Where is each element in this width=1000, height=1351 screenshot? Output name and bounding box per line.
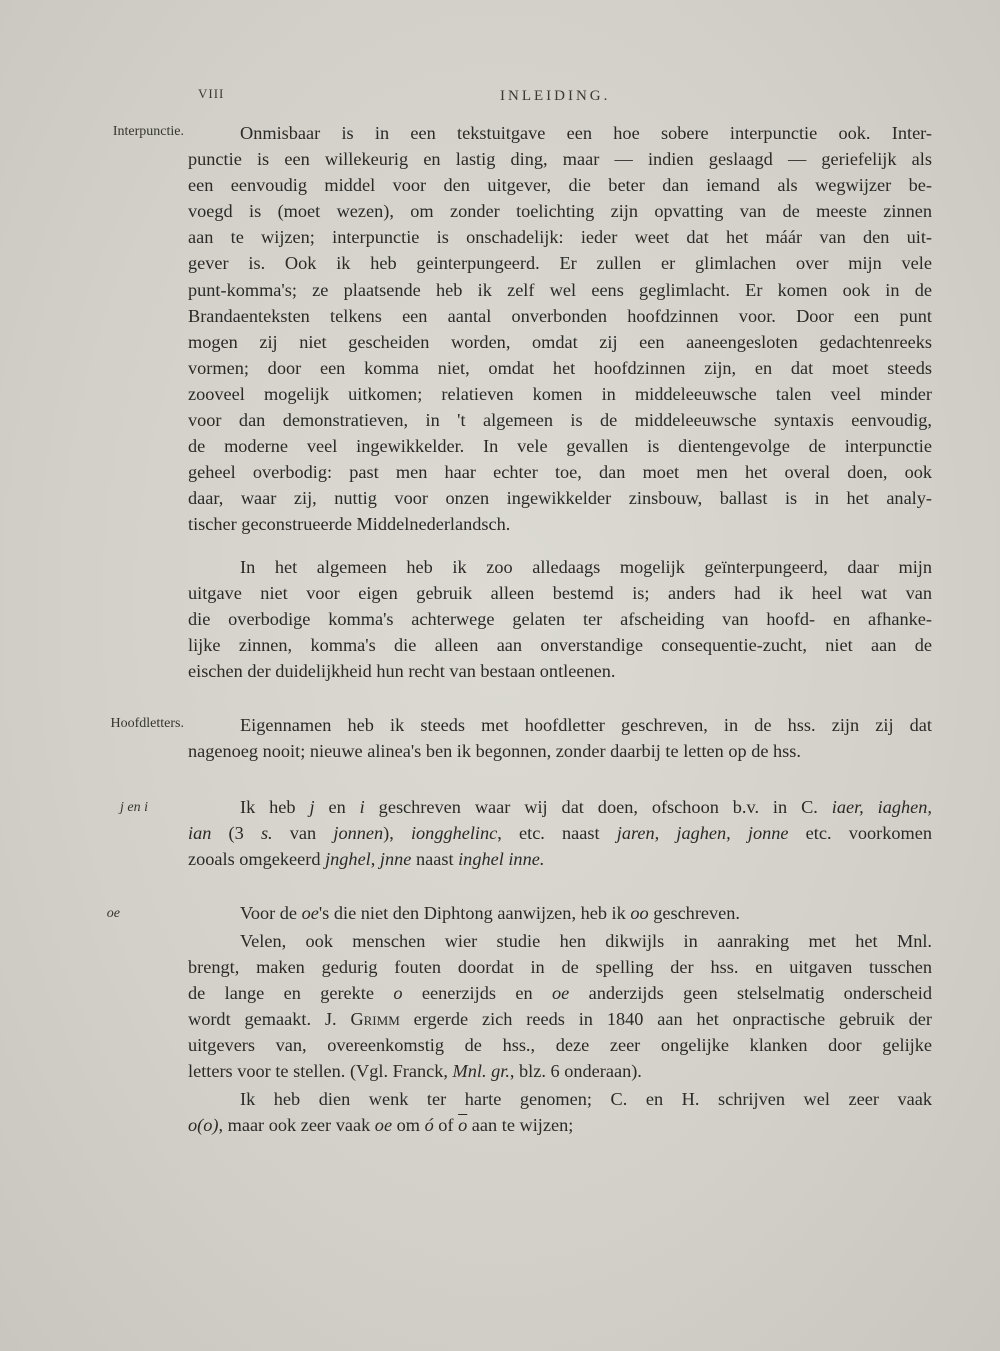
text-line: tischer geconstrueerde Middelnederlandsch.: [188, 514, 511, 535]
text-line: mogen zij niet gescheiden worden, omdat zij een aaneengesloten gedachtenreeks: [188, 331, 932, 352]
text-line: Eigennamen heb ik steeds met hoofdletter geschreven, in de hss. zijn zij dat: [240, 715, 932, 735]
text-line: punctie is een willekeurig en lastig ding, maar — indien geslaagd — geriefelijk als: [188, 149, 932, 170]
text-line: Brandaenteksten telkens een aantal onverbonden hoofdzinnen voor. Door een punt: [188, 305, 932, 326]
paragraph-oe: [188, 900, 932, 926]
sidenote-j-en-i: j en i: [120, 800, 148, 815]
paragraph-j-en-i: [188, 794, 932, 872]
paragraph-velen: [188, 928, 932, 1085]
text-line: uitgave niet voor eigen gebruik alleen bestemd is; anders had ik heel wat van: [188, 583, 932, 604]
text-line: nagenoeg nooit; nieuwe alinea's ben ik begonnen, zonder daarbij te letten op de hss.: [188, 741, 801, 762]
text-line: Ik heb dien wenk ter harte genomen; C. en H. schrijven wel zeer vaak: [240, 1089, 932, 1109]
text-line: In het algemeen heb ik zoo alledaags mogelijk geïnterpungeerd, daar mijn: [240, 557, 932, 577]
text-line: de moderne veel ingewikkelder. In vele gevallen is dientengevolge de interpunctie: [188, 436, 932, 457]
text-line: Voor de oe's die niet den Diphtong aanwijzen, heb ik oo geschreven.: [240, 903, 740, 923]
sidenote-interpunctie: Interpunctie.: [112, 124, 184, 139]
text-line: zooals omgekeerd jnghel, jnne naast inghel inne.: [188, 849, 545, 870]
text-line: eischen der duidelijkheid hun recht van bestaan ontleenen.: [188, 661, 616, 682]
text-line: letters voor te stellen. (Vgl. Franck, Mnl. gr., blz. 6 onderaan).: [188, 1061, 642, 1082]
paragraph-interpunctie: [188, 120, 932, 538]
page-number: VIII: [198, 86, 225, 101]
sidenote-hoofdletters: Hoofdletters.: [110, 716, 184, 731]
text-line: punt-komma's; ze plaatsende heb ik zelf wel eens geglimlacht. Er komen ook in de: [188, 279, 932, 300]
text-line: gever is. Ook ik heb geinterpungeerd. Er zullen er glimlachen over mijn vele: [188, 253, 932, 274]
running-title: INLEIDING.: [500, 88, 611, 104]
text-line: die overbodige komma's achterwege gelaten ter afscheiding van hoofd- en afhanke-: [188, 609, 932, 630]
paragraph-wenk: [188, 1086, 932, 1138]
text-line: brengt, maken gedurig fouten doordat in de spelling der hss. en uitgaven tusschen: [188, 957, 932, 978]
text-line: Onmisbaar is in een tekstuitgave een hoe sobere interpunctie ook. Inter-: [240, 123, 932, 143]
text-line: ian (3 s. van jonnen), iongghelinc, etc. naast jaren, jaghen, jonne etc. voorkomen: [188, 823, 932, 844]
text-line: wordt gemaakt. J. Grimm ergerde zich reeds in 1840 aan het onpractische gebruik der: [188, 1009, 932, 1030]
text-line: Ik heb j en i geschreven waar wij dat doen, ofschoon b.v. in C. iaer, iaghen,: [240, 797, 933, 817]
text-line: de lange en gerekte o eenerzijds en oe anderzijds geen stelselmatig onderscheid: [188, 983, 932, 1004]
text-line: voor dan demonstratieven, in 't algemeen is de middeleeuwsche syntaxis eenvoudig,: [188, 410, 932, 431]
text-line: o(o), maar ook zeer vaak oe om ó of $\overline{o}$ aan te wijzen;: [188, 1115, 574, 1136]
text-line: lijke zinnen, komma's die alleen aan onverstandige consequentie-zucht, niet aan de: [188, 635, 932, 656]
text-line: aan te wijzen; interpunctie is onschadelijk: ieder weet dat het máár van den uit-: [188, 227, 932, 248]
text-line: vormen; door een komma niet, omdat het hoofdzinnen zijn, en dat moet steeds: [188, 357, 932, 378]
text-line: daar, waar zij, nuttig voor onzen ingewikkelder zinsbouw, ballast is in het analy-: [188, 488, 932, 509]
page-header: [0, 86, 1000, 110]
text-line: voegd is (moet wezen), om zonder toelichting zijn opvatting van de meeste zinnen: [188, 201, 932, 222]
text-line: geheel overbodig: past men haar echter toe, dan moet men het overal doen, ook: [188, 462, 932, 483]
sidenote-oe: oe: [106, 906, 120, 921]
paragraph-hoofdletters: [188, 712, 932, 764]
paragraph-algemeen: [188, 554, 932, 684]
text-line: zooveel mogelijk uitkomen; relatieven komen in middeleeuwsche talen veel minder: [188, 383, 932, 404]
text-line: Velen, ook menschen wier studie hen dikwijls in aanraking met het Mnl.: [240, 931, 932, 951]
text-line: uitgevers van, overeenkomstig de hss., deze zeer ongelijke klanken door gelijke: [188, 1035, 932, 1056]
text-line: een eenvoudig middel voor den uitgever, die beter dan iemand als wegwijzer be-: [188, 175, 932, 196]
